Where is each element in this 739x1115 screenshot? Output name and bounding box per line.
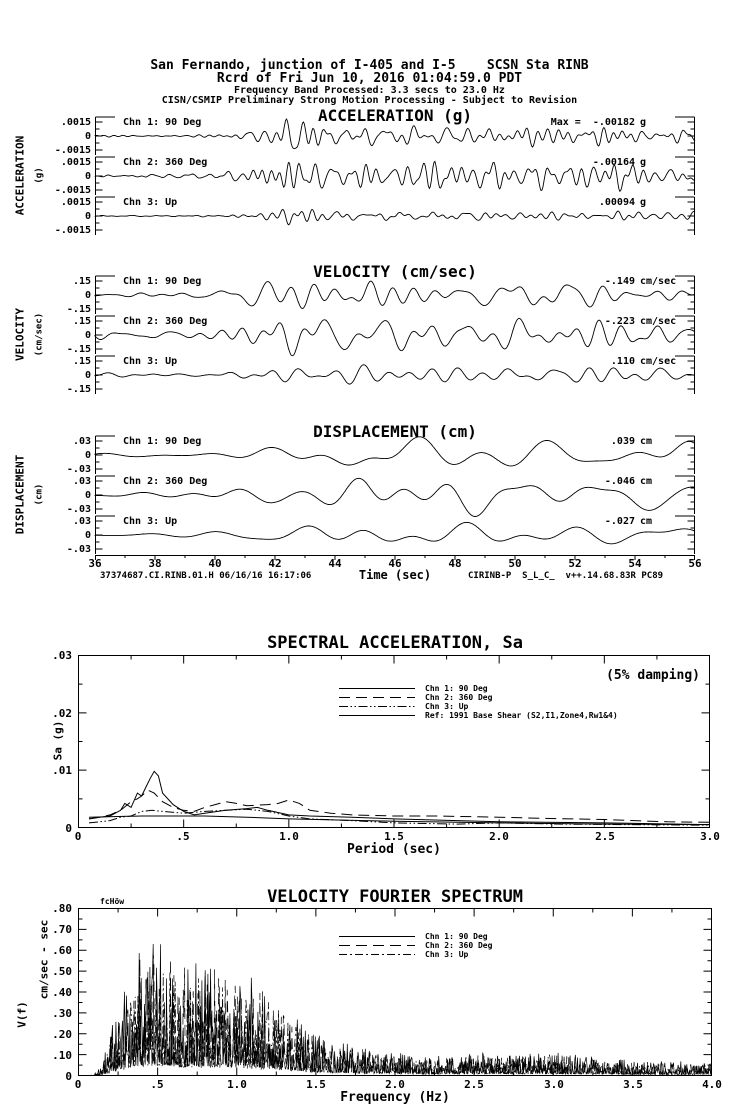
- velocity-chn3-plot: [66, 355, 695, 395]
- y-tick: .03: [72, 475, 91, 487]
- sa-plot-title: SPECTRAL ACCELERATION, Sa: [267, 633, 523, 653]
- sa-y-tick: .02: [52, 707, 72, 720]
- peak-value: .110: [610, 356, 635, 367]
- sa-y-tick: .01: [52, 764, 72, 777]
- sa-x-tick: .5: [176, 830, 190, 843]
- vf-x-tick: 0: [74, 1078, 82, 1091]
- fourier-y-axis-units: cm/sec - sec: [37, 919, 51, 1000]
- vf-y-tick: .70: [52, 923, 72, 936]
- sa-x-tick: 1.0: [279, 830, 299, 843]
- vf-x-tick: .5: [150, 1078, 164, 1091]
- displacement-chn1-plot: [66, 435, 695, 475]
- acceleration-chn3-plot: [54, 196, 695, 236]
- y-tick: .15: [72, 275, 91, 287]
- sa-x-tick: 2.5: [595, 830, 615, 843]
- time-tick: 40: [208, 557, 222, 570]
- time-tick: 54: [628, 557, 642, 570]
- velocity-chn2-plot: [66, 315, 695, 355]
- y-tick: -.15: [66, 343, 91, 355]
- peak-value: -.046: [604, 476, 635, 487]
- y-tick: 0: [84, 529, 91, 541]
- channel-label: Chn 3: Up: [123, 197, 178, 208]
- displacement-axis-units: (cm): [34, 483, 45, 506]
- vf-y-tick: .10: [52, 1049, 72, 1062]
- legend-line-solid: [337, 932, 417, 941]
- time-tick: 56: [688, 557, 702, 570]
- sa-x-tick: 0: [74, 830, 82, 843]
- legend-label: Chn 1: 90 Deg: [425, 932, 488, 941]
- legend-line-long-dash: [337, 693, 417, 702]
- y-tick: -.03: [66, 463, 91, 475]
- y-tick: .15: [72, 315, 91, 327]
- damping-note: (5% damping): [606, 668, 700, 683]
- displacement-chn2-plot: [66, 475, 695, 515]
- time-tick: 36: [88, 557, 102, 570]
- y-tick: 0: [84, 369, 91, 381]
- y-tick: .0015: [60, 116, 91, 128]
- y-tick: -.0015: [54, 184, 91, 196]
- y-tick: 0: [84, 449, 91, 461]
- vf-x-tick: 1.0: [227, 1078, 247, 1091]
- legend-label: Chn 3: Up: [425, 950, 469, 959]
- channel-label: Chn 1: 90 Deg: [123, 276, 202, 287]
- y-tick: -.15: [66, 303, 91, 315]
- peak-unit: cm/sec: [640, 356, 677, 367]
- peak-value: -.223: [604, 316, 635, 327]
- y-tick: 0: [84, 210, 91, 222]
- legend-line-dash-dot: [337, 950, 417, 959]
- vf-y-tick: .80: [52, 902, 72, 915]
- acceleration-axis-units: (g): [34, 167, 45, 184]
- channel-label: Chn 1: 90 Deg: [123, 436, 202, 447]
- legend-label: Chn 2: 360 Deg: [425, 941, 493, 950]
- y-tick: -.03: [66, 503, 91, 515]
- peak-unit: g: [640, 197, 647, 208]
- displacement-title: DISPLACEMENT (cm): [313, 422, 477, 441]
- velocity-chn3-trace: [95, 355, 695, 395]
- record-title: San Fernando, junction of I-405 and I-5 SCSN Sta RINB: [150, 58, 589, 73]
- y-tick: -.0015: [54, 224, 91, 236]
- channel-label: Chn 1: 90 Deg: [123, 117, 202, 128]
- vf-x-tick: 3.5: [623, 1078, 643, 1091]
- vf-x-tick: 3.0: [544, 1078, 564, 1091]
- legend-line-long-dash: [337, 941, 417, 950]
- filter-corner-note: fcHöw: [100, 897, 125, 906]
- y-tick: 0: [84, 489, 91, 501]
- acceleration-title: ACCELERATION (g): [317, 106, 473, 125]
- vf-x-axis-label: Frequency (Hz): [340, 1090, 450, 1105]
- y-tick: .03: [72, 435, 91, 447]
- peak-unit: g: [640, 117, 647, 128]
- time-tick: 50: [508, 557, 522, 570]
- frequency-band-note: Frequency Band Processed: 3.3 secs to 23.0 Hz: [234, 85, 505, 96]
- peak-value: Max = -.00182: [550, 117, 635, 128]
- y-tick: 0: [84, 289, 91, 301]
- peak-unit: cm/sec: [640, 316, 677, 327]
- time-tick: 38: [148, 557, 162, 570]
- time-tick: 42: [268, 557, 282, 570]
- vf-y-tick: .20: [52, 1028, 72, 1041]
- acceleration-axis-label: ACCELERATION: [13, 135, 27, 216]
- vf-x-tick: 2.5: [464, 1078, 484, 1091]
- legend-label: Ref: 1991 Base Shear (S2,I1,Zone4,Rw1&4): [425, 711, 618, 720]
- fourier-y-axis-label: V(f): [15, 1001, 29, 1028]
- y-tick: 0: [84, 170, 91, 182]
- peak-value: .039: [610, 436, 635, 447]
- y-tick: 0: [84, 329, 91, 341]
- time-tick: 52: [568, 557, 582, 570]
- velocity-chn1-plot: [66, 275, 695, 315]
- legend-label: Chn 3: Up: [425, 702, 469, 711]
- processing-version-footer: CIRINB-P S_L_C_ v++.14.68.83R PC89: [468, 571, 664, 581]
- peak-unit: cm: [640, 516, 653, 527]
- legend-label: Chn 2: 360 Deg: [425, 693, 493, 702]
- channel-label: Chn 2: 360 Deg: [123, 476, 208, 487]
- vf-y-tick: .40: [52, 986, 72, 999]
- processing-note: CISN/CSMIP Preliminary Strong Motion Processing - Subject to Revision: [161, 95, 578, 106]
- peak-unit: g: [640, 157, 647, 168]
- y-tick: -.0015: [54, 144, 91, 156]
- record-datetime: Rcrd of Fri Jun 10, 2016 01:04:59.0 PDT: [216, 71, 523, 86]
- legend-line-solid: [337, 711, 417, 720]
- peak-value: -.149: [604, 276, 635, 287]
- peak-value: -.00164: [592, 157, 635, 168]
- channel-label: Chn 3: Up: [123, 516, 178, 527]
- legend-label: Chn 1: 90 Deg: [425, 684, 488, 693]
- time-tick: 44: [328, 557, 342, 570]
- record-id-footer: 37374687.CI.RINB.01.H 06/16/16 16:17:06: [100, 571, 312, 581]
- peak-value: -.027: [604, 516, 635, 527]
- y-tick: .0015: [60, 156, 91, 168]
- vf-y-tick: .60: [52, 944, 72, 957]
- time-axis-label: Time (sec): [358, 568, 432, 582]
- vf-y-tick: .30: [52, 1007, 72, 1020]
- y-tick: .15: [72, 355, 91, 367]
- sa-y-tick: 0: [65, 822, 72, 835]
- time-tick: 48: [448, 557, 462, 570]
- peak-unit: cm: [640, 436, 653, 447]
- peak-value: .00094: [598, 197, 635, 208]
- vf-y-tick: 0: [65, 1070, 72, 1083]
- velocity-axis-units: (cm/sec): [34, 312, 45, 357]
- peak-unit: cm: [640, 476, 653, 487]
- vf-y-tick: .50: [52, 965, 72, 978]
- y-tick: .03: [72, 515, 91, 527]
- vf-x-tick: 2.0: [385, 1078, 405, 1091]
- displacement-axis-label: DISPLACEMENT: [13, 454, 27, 535]
- sa-y-axis-label: Sa (g): [51, 720, 65, 761]
- channel-label: Chn 2: 360 Deg: [123, 157, 208, 168]
- y-tick: .0015: [60, 196, 91, 208]
- legend-line-dash-dot-dot: [337, 702, 417, 711]
- sa-x-tick: 3.0: [700, 830, 720, 843]
- fourier-plot-title: VELOCITY FOURIER SPECTRUM: [267, 887, 523, 907]
- sa-x-axis-label: Period (sec): [347, 842, 441, 857]
- time-tick: 46: [388, 557, 402, 570]
- y-tick: 0: [84, 130, 91, 142]
- displacement-chn3-plot: [66, 515, 695, 555]
- legend-line-solid: [337, 684, 417, 693]
- peak-unit: cm/sec: [640, 276, 677, 287]
- acceleration-chn2-plot: [54, 156, 695, 196]
- sa-y-tick: .03: [52, 649, 72, 662]
- acceleration-chn1-plot: [54, 116, 695, 156]
- velocity-axis-label: VELOCITY: [13, 308, 27, 361]
- sa-x-tick: 1.5: [384, 830, 404, 843]
- vf-x-tick: 1.5: [306, 1078, 326, 1091]
- channel-label: Chn 3: Up: [123, 356, 178, 367]
- y-tick: -.03: [66, 543, 91, 555]
- velocity-title: VELOCITY (cm/sec): [313, 262, 477, 281]
- vf-x-tick: 4.0: [702, 1078, 722, 1091]
- y-tick: -.15: [66, 383, 91, 395]
- channel-label: Chn 2: 360 Deg: [123, 316, 208, 327]
- sa-x-tick: 2.0: [489, 830, 509, 843]
